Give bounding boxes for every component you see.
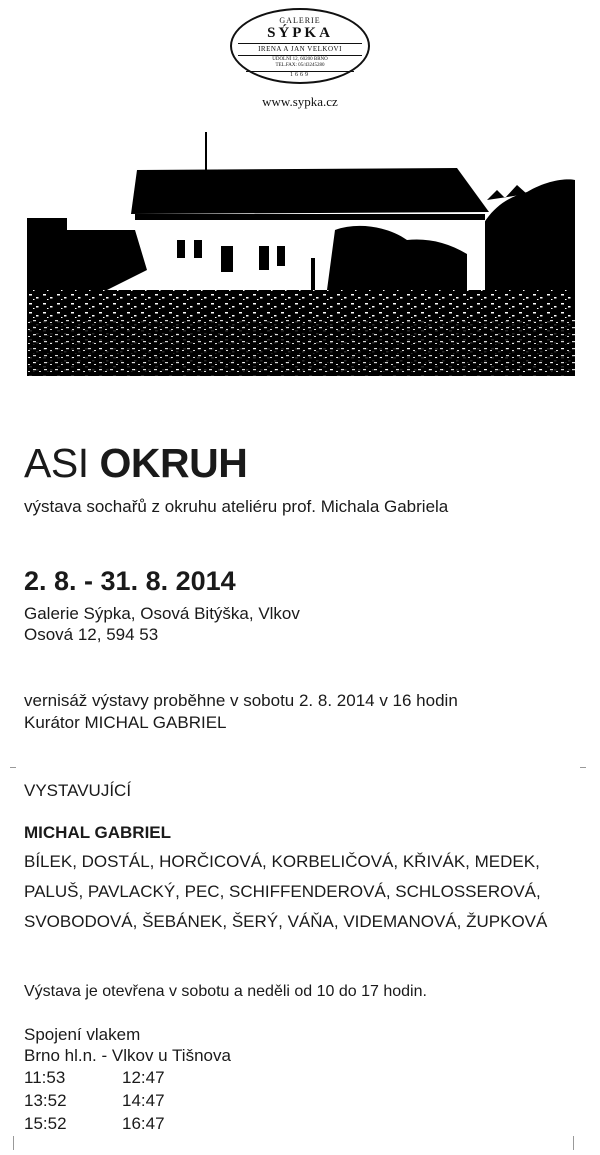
departure-time: 15:52 bbox=[24, 1114, 67, 1133]
artists-line: PALUŠ, PAVLACKÝ, PEC, SCHIFFENDEROVÁ, SCHLOSSEROVÁ, bbox=[24, 882, 541, 901]
title-bold-word: OKRUH bbox=[99, 440, 248, 486]
artists-line: SVOBODOVÁ, ŠEBÁNEK, ŠERÝ, VÁŇA, VIDEMANOVÁ, ŽUPKOVÁ bbox=[24, 912, 548, 931]
exhibitors-heading: VYSTAVUJÍCÍ bbox=[24, 781, 132, 800]
train-route: Brno hl.n. - Vlkov u Tišnova bbox=[24, 1046, 231, 1065]
venue-line-1: Galerie Sýpka, Osová Bitýška, Vlkov bbox=[24, 604, 300, 623]
title-light-word: ASI bbox=[24, 440, 89, 486]
logo-gallery-word: GALERIE bbox=[279, 16, 321, 25]
departure-time: 13:52 bbox=[24, 1091, 67, 1110]
crop-mark-left-bottom bbox=[13, 1136, 14, 1150]
venue-line-2: Osová 12, 594 53 bbox=[24, 625, 159, 644]
logo-address-line: ÚDOLNÍ 12, 60200 BRNO bbox=[272, 57, 328, 62]
main-artist: MICHAL GABRIEL bbox=[24, 823, 172, 842]
crop-mark-left-mid bbox=[10, 767, 16, 768]
opening-info: vernisáž výstavy proběhne v sobotu 2. 8. 2014 v 16 hodin bbox=[24, 691, 458, 710]
crop-mark-right-bottom bbox=[573, 1136, 574, 1150]
crop-mark-right-mid bbox=[580, 767, 586, 768]
arrival-time: 14:47 bbox=[122, 1091, 165, 1110]
artists-line: BÍLEK, DOSTÁL, HORČICOVÁ, KORBELIČOVÁ, KŘIVÁK, MEDEK, bbox=[24, 852, 540, 871]
logo-rule bbox=[238, 43, 362, 44]
arrival-time: 12:47 bbox=[122, 1068, 165, 1087]
exhibition-title bbox=[24, 440, 247, 487]
website-url[interactable]: www.sypka.cz bbox=[262, 94, 338, 109]
departure-time: 11:53 bbox=[24, 1068, 66, 1087]
logo-rule bbox=[238, 55, 362, 56]
opening-hours: Výstava je otevřena v sobotu a neděli od 10 do 17 hodin. bbox=[24, 983, 427, 1000]
train-heading: Spojení vlakem bbox=[24, 1025, 141, 1044]
logo-name: SÝPKA bbox=[267, 25, 333, 41]
logo-year: 1669 bbox=[290, 72, 310, 78]
gallery-building-photo bbox=[27, 130, 575, 376]
exhibition-subtitle: výstava sochařů z okruhu ateliéru prof. Michala Gabriela bbox=[24, 497, 449, 516]
logo-owners: IRENA A JAN VELKOVI bbox=[258, 45, 342, 53]
exhibition-dates: 2. 8. - 31. 8. 2014 bbox=[24, 566, 236, 596]
arrival-time: 16:47 bbox=[122, 1114, 165, 1133]
logo-address bbox=[232, 57, 368, 69]
logo-telfax-line: TEL.FAX: 05/43245280 bbox=[275, 63, 325, 68]
curator-info: Kurátor MICHAL GABRIEL bbox=[24, 713, 227, 732]
gallery-logo bbox=[230, 8, 370, 84]
